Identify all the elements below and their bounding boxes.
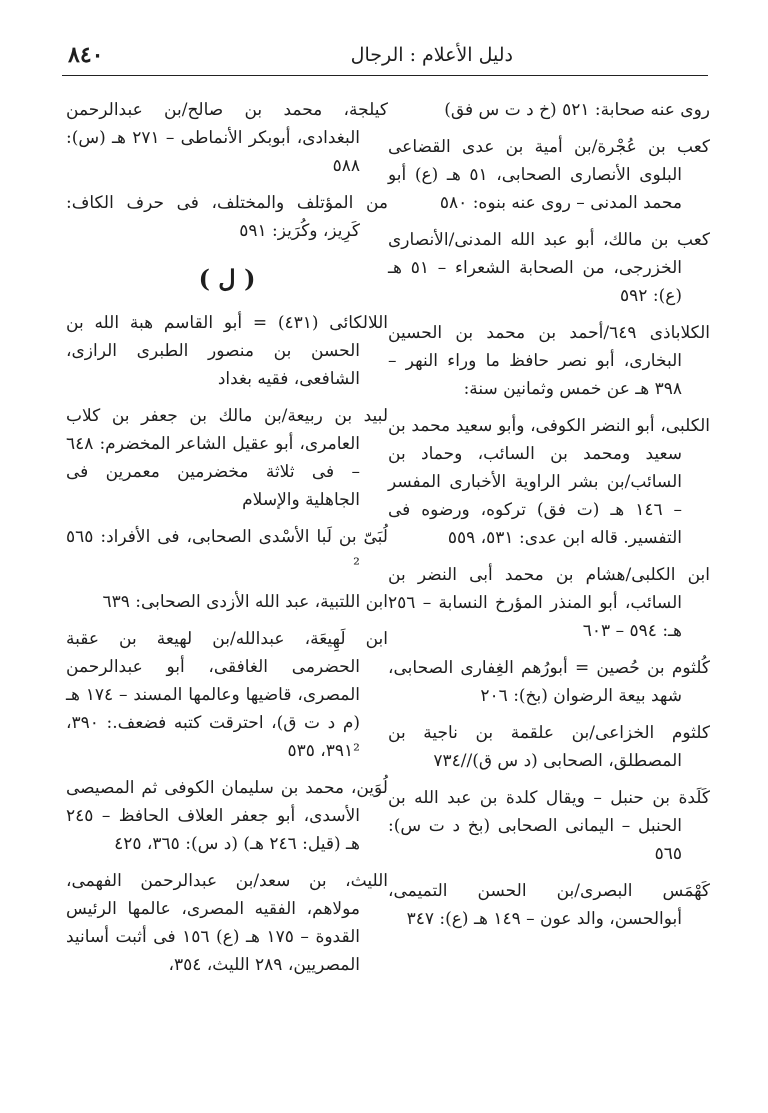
page-number: ٨٤٠ [68,42,104,68]
index-entry: الكلبى، أبو النضر الكوفى، وأبو سعيد محمد بن سعيد ومحمد بن السائب، وحماد بن السائب/بن بشر الراوية الأخبارى المفسر – ١٤٦ هـ (ت فق) تركوه، ورضوه فى التفسير. قاله ابن عدى: ٥٣١، ٥٥٩ [388,416,710,548]
index-entry: ابن اللتبية، عبد الله الأزدى الصحابى: ٦٣٩ [102,592,388,612]
index-entry: كَلَدة بن حنبل – ويقال كلدة بن عبد الله بن الحنبل – اليمانى الصحابى (بخ د ت س): ٥٦٥ [388,788,710,864]
running-title: دليل الأعلام : الرجال [350,44,513,66]
index-entry: من المؤتلف والمختلف، فى حرف الكاف: كَرِيز، وكُرَيز: ٥٩١ [66,193,388,241]
index-entry: الكلاباذى ٦٤٩/أحمد بن محمد بن الحسين البخارى، أبو نصر حافظ ما وراء النهر – ٣٩٨ هـ عن خمس وثمانين سنة: [388,323,710,399]
index-entry: اللالكائى (٤٣١) = أبو القاسم هبة الله بن الحسن بن منصور الطبرى الرازى، الشافعى، فقيه بغداد [66,313,389,389]
index-entry: لبيد بن ربيعة/بن مالك بن جعفر بن كلاب العامرى، أبو عقيل الشاعر المخضرم: ٦٤٨ – فى ثلاثة مخضرمين معمرين فى الجاهلية والإسلام [66,406,388,510]
index-entry: كعب بن مالك، أبو عبد الله المدنى/الأنصارى الخزرجى، من الصحابة الشعراء – ٥١ هـ (ع): ٥٩٢ [388,230,710,306]
page-header [68,40,708,74]
index-entry: الليث، بن سعد/بن عبدالرحمن الفهمى، مولاهم، الفقيه المصرى، عالمها الرئيس القدوة – ١٧٥ هـ (ع) ١٥٦ فى أثبت أسانيد المصريين، ٢٨٩ الليث، ٣٥٤، [66,871,388,975]
header-rule [62,75,708,76]
index-entry: كعب بن عُجْرة/بن أمية بن عدى القضاعى البلوى الأنصارى الصحابى، ٥١ هـ (ع) أبو محمد المدنى – روى عنه بنوه: ٥٨٠ [388,137,710,213]
index-entry: كيلجة، محمد بن صالح/بن عبدالرحمن البغدادى، أبوبكر الأنماطى – ٢٧١ هـ (س): ٥٨٨ [66,100,388,176]
index-entry: لُبَىّ بن لَبا الأسْدى الصحابى، فى الأفراد: ٥٦٥ ² [66,527,388,575]
index-entry: كَهْمَس البصرى/بن الحسن التميمى، أبوالحسن، والد عون – ١٤٩ هـ (ع): ٣٤٧ [388,881,710,929]
index-entry: كلثوم الخزاعى/بن علقمة بن ناجية بن المصطلق، الصحابى (د س ق)//٧٣٤ [388,723,710,771]
index-entry: ابن لَهِيعَة، عبدالله/بن لهيعة بن عقبة الحضرمى الغافقى، أبو عبدالرحمن المصرى، قاضيها وعالمها المسند – ١٧٤ هـ (م د ت ق)، احترقت كتبه فضعف.: ٣٩٠، ٣٩١²، ٥٣٥ [66,629,388,761]
index-entry: لُوَين، محمد بن سليمان الكوفى ثم المصيصى الأسدى، أبو جعفر العلاف الحافظ – ٢٤٥ هـ (قيل: ٢٤٦ هـ) (د س): ٣٦٥، ٤٢٥ [66,778,388,854]
left-column [66,96,388,988]
section-heading-lam: ( ل ) [198,264,256,293]
index-entry: روى عنه صحابة: ٥٢١ (خ د ت س فق) [444,100,710,120]
right-column [388,96,710,942]
index-entry: كُلثوم بن حُصين = أبورُهم الغِفارى الصحابى، شهد بيعة الرضوان (بخ): ٢٠٦ [388,658,710,706]
index-entry: ابن الكلبى/هشام بن محمد أبى النضر بن السائب، أبو المنذر المؤرخ النسابة – ٢٥٦ هـ: ٥٩٤ – ٦٠٣ [388,565,710,641]
